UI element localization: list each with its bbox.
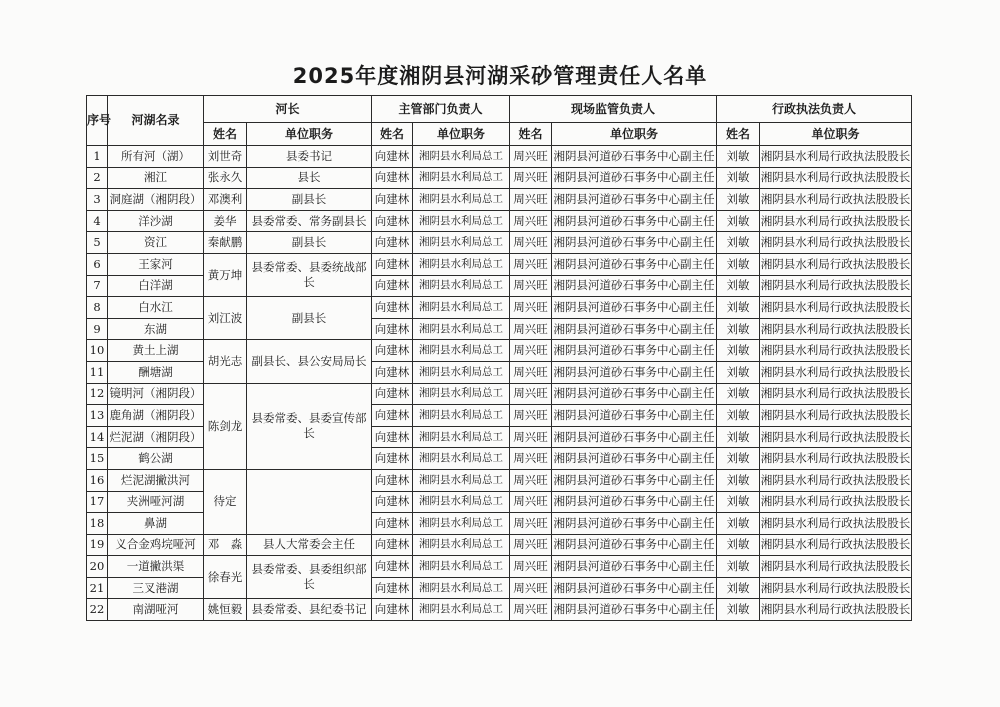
row-number: 11 <box>87 361 108 383</box>
chief-position: 县委常委、县委宣传部长 <box>247 383 372 469</box>
law-name: 刘敏 <box>717 448 760 470</box>
site-name: 周兴旺 <box>510 275 552 297</box>
river-name: 南湖哑河 <box>108 599 204 621</box>
row-number: 16 <box>87 469 108 491</box>
dept-position: 湘阴县水利局总工 <box>413 318 510 340</box>
site-position: 湘阴县河道砂石事务中心副主任 <box>552 556 717 578</box>
law-position: 湘阴县水利局行政执法股股长 <box>760 340 912 362</box>
law-position: 湘阴县水利局行政执法股股长 <box>760 448 912 470</box>
dept-name: 向建林 <box>372 361 413 383</box>
dept-position: 湘阴县水利局总工 <box>413 469 510 491</box>
site-position: 湘阴县河道砂石事务中心副主任 <box>552 534 717 556</box>
row-number: 22 <box>87 599 108 621</box>
site-name: 周兴旺 <box>510 405 552 427</box>
river-name: 夹洲哑河湖 <box>108 491 204 513</box>
dept-position: 湘阴县水利局总工 <box>413 340 510 362</box>
dept-name: 向建林 <box>372 556 413 578</box>
law-position: 湘阴县水利局行政执法股股长 <box>760 513 912 535</box>
dept-position: 湘阴县水利局总工 <box>413 146 510 168</box>
dept-position: 湘阴县水利局总工 <box>413 448 510 470</box>
chief-position: 县委常委、常务副县长 <box>247 210 372 232</box>
site-name: 周兴旺 <box>510 340 552 362</box>
dept-name: 向建林 <box>372 448 413 470</box>
chief-name: 胡光志 <box>204 340 247 383</box>
dept-name: 向建林 <box>372 210 413 232</box>
law-position: 湘阴县水利局行政执法股股长 <box>760 534 912 556</box>
site-name: 周兴旺 <box>510 361 552 383</box>
law-name: 刘敏 <box>717 383 760 405</box>
river-name: 鼻湖 <box>108 513 204 535</box>
dept-position: 湘阴县水利局总工 <box>413 556 510 578</box>
header-position: 单位职务 <box>552 123 717 146</box>
dept-name: 向建林 <box>372 469 413 491</box>
site-position: 湘阴县河道砂石事务中心副主任 <box>552 340 717 362</box>
dept-position: 湘阴县水利局总工 <box>413 534 510 556</box>
dept-name: 向建林 <box>372 167 413 189</box>
dept-position: 湘阴县水利局总工 <box>413 405 510 427</box>
site-position: 湘阴县河道砂石事务中心副主任 <box>552 513 717 535</box>
chief-position: 县长 <box>247 167 372 189</box>
chief-position: 副县长 <box>247 232 372 254</box>
row-number: 18 <box>87 513 108 535</box>
row-number: 5 <box>87 232 108 254</box>
law-name: 刘敏 <box>717 146 760 168</box>
chief-position: 副县长 <box>247 297 372 340</box>
law-name: 刘敏 <box>717 361 760 383</box>
river-name: 所有河（湖） <box>108 146 204 168</box>
site-name: 周兴旺 <box>510 318 552 340</box>
table-row <box>87 556 912 578</box>
chief-name: 姜华 <box>204 210 247 232</box>
dept-position: 湘阴县水利局总工 <box>413 361 510 383</box>
row-number: 15 <box>87 448 108 470</box>
law-position: 湘阴县水利局行政执法股股长 <box>760 426 912 448</box>
header-chief: 河长 <box>204 96 372 123</box>
chief-name: 邓 淼 <box>204 534 247 556</box>
chief-name: 陈剑龙 <box>204 383 247 469</box>
table-row <box>87 189 912 211</box>
row-number: 12 <box>87 383 108 405</box>
header-position: 单位职务 <box>413 123 510 146</box>
site-position: 湘阴县河道砂石事务中心副主任 <box>552 577 717 599</box>
header-name: 姓名 <box>372 123 413 146</box>
dept-name: 向建林 <box>372 383 413 405</box>
dept-name: 向建林 <box>372 577 413 599</box>
dept-position: 湘阴县水利局总工 <box>413 577 510 599</box>
chief-name: 邓澳利 <box>204 189 247 211</box>
row-number: 1 <box>87 146 108 168</box>
row-number: 8 <box>87 297 108 319</box>
site-position: 湘阴县河道砂石事务中心副主任 <box>552 210 717 232</box>
dept-position: 湘阴县水利局总工 <box>413 167 510 189</box>
dept-position: 湘阴县水利局总工 <box>413 189 510 211</box>
responsibility-table <box>86 95 912 621</box>
river-name: 三叉港湖 <box>108 577 204 599</box>
page-title: 2025年度湘阴县河湖采砂管理责任人名单 <box>292 64 708 88</box>
law-name: 刘敏 <box>717 210 760 232</box>
dept-position: 湘阴县水利局总工 <box>413 253 510 275</box>
table-row <box>87 340 912 362</box>
table-row <box>87 599 912 621</box>
row-number: 21 <box>87 577 108 599</box>
river-name: 湘江 <box>108 167 204 189</box>
dept-name: 向建林 <box>372 189 413 211</box>
law-position: 湘阴县水利局行政执法股股长 <box>760 383 912 405</box>
dept-name: 向建林 <box>372 318 413 340</box>
river-name: 鹤公湖 <box>108 448 204 470</box>
site-position: 湘阴县河道砂石事务中心副主任 <box>552 297 717 319</box>
header-law: 行政执法负责人 <box>717 96 912 123</box>
dept-name: 向建林 <box>372 426 413 448</box>
site-position: 湘阴县河道砂石事务中心副主任 <box>552 383 717 405</box>
chief-name: 徐春光 <box>204 556 247 599</box>
law-position: 湘阴县水利局行政执法股股长 <box>760 599 912 621</box>
dept-name: 向建林 <box>372 275 413 297</box>
law-name: 刘敏 <box>717 318 760 340</box>
chief-name: 姚恒毅 <box>204 599 247 621</box>
dept-position: 湘阴县水利局总工 <box>413 275 510 297</box>
header-name: 姓名 <box>717 123 760 146</box>
header-position: 单位职务 <box>247 123 372 146</box>
river-name: 烂泥湖撇洪河 <box>108 469 204 491</box>
law-position: 湘阴县水利局行政执法股股长 <box>760 361 912 383</box>
dept-position: 湘阴县水利局总工 <box>413 491 510 513</box>
site-position: 湘阴县河道砂石事务中心副主任 <box>552 426 717 448</box>
law-name: 刘敏 <box>717 469 760 491</box>
row-number: 20 <box>87 556 108 578</box>
table-row <box>87 210 912 232</box>
site-position: 湘阴县河道砂石事务中心副主任 <box>552 253 717 275</box>
law-name: 刘敏 <box>717 599 760 621</box>
row-number: 7 <box>87 275 108 297</box>
row-number: 3 <box>87 189 108 211</box>
row-number: 6 <box>87 253 108 275</box>
river-name: 酬塘湖 <box>108 361 204 383</box>
law-name: 刘敏 <box>717 253 760 275</box>
site-name: 周兴旺 <box>510 513 552 535</box>
header-name: 姓名 <box>204 123 247 146</box>
row-number: 13 <box>87 405 108 427</box>
table-row <box>87 167 912 189</box>
site-position: 湘阴县河道砂石事务中心副主任 <box>552 318 717 340</box>
dept-position: 湘阴县水利局总工 <box>413 383 510 405</box>
law-position: 湘阴县水利局行政执法股股长 <box>760 577 912 599</box>
site-name: 周兴旺 <box>510 491 552 513</box>
river-name: 烂泥湖（湘阴段） <box>108 426 204 448</box>
row-number: 19 <box>87 534 108 556</box>
law-position: 湘阴县水利局行政执法股股长 <box>760 167 912 189</box>
table-row <box>87 253 912 275</box>
chief-position: 县委常委、县委统战部长 <box>247 253 372 296</box>
chief-name: 刘世奇 <box>204 146 247 168</box>
law-name: 刘敏 <box>717 167 760 189</box>
dept-position: 湘阴县水利局总工 <box>413 513 510 535</box>
dept-position: 湘阴县水利局总工 <box>413 599 510 621</box>
dept-name: 向建林 <box>372 297 413 319</box>
river-name: 鹿角湖（湘阴段） <box>108 405 204 427</box>
chief-name: 刘江波 <box>204 297 247 340</box>
law-position: 湘阴县水利局行政执法股股长 <box>760 275 912 297</box>
site-name: 周兴旺 <box>510 189 552 211</box>
row-number: 17 <box>87 491 108 513</box>
river-name: 黄土上湖 <box>108 340 204 362</box>
table-row <box>87 469 912 491</box>
dept-position: 湘阴县水利局总工 <box>413 426 510 448</box>
site-position: 湘阴县河道砂石事务中心副主任 <box>552 275 717 297</box>
table-row <box>87 383 912 405</box>
site-position: 湘阴县河道砂石事务中心副主任 <box>552 167 717 189</box>
row-number: 9 <box>87 318 108 340</box>
river-name: 东湖 <box>108 318 204 340</box>
river-name: 义合金鸡垸哑河 <box>108 534 204 556</box>
site-position: 湘阴县河道砂石事务中心副主任 <box>552 448 717 470</box>
law-name: 刘敏 <box>717 405 760 427</box>
chief-name: 待定 <box>204 469 247 534</box>
site-position: 湘阴县河道砂石事务中心副主任 <box>552 232 717 254</box>
table-row <box>87 534 912 556</box>
law-name: 刘敏 <box>717 426 760 448</box>
law-position: 湘阴县水利局行政执法股股长 <box>760 491 912 513</box>
river-name: 洞庭湖（湘阴段） <box>108 189 204 211</box>
dept-name: 向建林 <box>372 534 413 556</box>
dept-name: 向建林 <box>372 491 413 513</box>
site-name: 周兴旺 <box>510 210 552 232</box>
header-site: 现场监管负责人 <box>510 96 717 123</box>
dept-name: 向建林 <box>372 599 413 621</box>
site-name: 周兴旺 <box>510 577 552 599</box>
row-number: 10 <box>87 340 108 362</box>
dept-name: 向建林 <box>372 513 413 535</box>
site-name: 周兴旺 <box>510 534 552 556</box>
site-name: 周兴旺 <box>510 469 552 491</box>
law-name: 刘敏 <box>717 189 760 211</box>
site-name: 周兴旺 <box>510 556 552 578</box>
chief-position: 县委常委、县委组织部长 <box>247 556 372 599</box>
law-name: 刘敏 <box>717 297 760 319</box>
site-position: 湘阴县河道砂石事务中心副主任 <box>552 599 717 621</box>
site-name: 周兴旺 <box>510 448 552 470</box>
dept-position: 湘阴县水利局总工 <box>413 232 510 254</box>
header-name: 姓名 <box>510 123 552 146</box>
site-position: 湘阴县河道砂石事务中心副主任 <box>552 469 717 491</box>
law-position: 湘阴县水利局行政执法股股长 <box>760 469 912 491</box>
river-name: 资江 <box>108 232 204 254</box>
chief-position: 县委常委、县纪委书记 <box>247 599 372 621</box>
law-name: 刘敏 <box>717 232 760 254</box>
site-name: 周兴旺 <box>510 383 552 405</box>
site-position: 湘阴县河道砂石事务中心副主任 <box>552 146 717 168</box>
river-name: 白水江 <box>108 297 204 319</box>
chief-name: 黄万坤 <box>204 253 247 296</box>
header-river: 河湖名录 <box>108 96 204 146</box>
table-row <box>87 146 912 168</box>
header-seq: 序号 <box>87 96 108 146</box>
site-position: 湘阴县河道砂石事务中心副主任 <box>552 491 717 513</box>
row-number: 14 <box>87 426 108 448</box>
site-name: 周兴旺 <box>510 599 552 621</box>
site-name: 周兴旺 <box>510 146 552 168</box>
law-position: 湘阴县水利局行政执法股股长 <box>760 210 912 232</box>
law-position: 湘阴县水利局行政执法股股长 <box>760 189 912 211</box>
dept-name: 向建林 <box>372 253 413 275</box>
river-name: 一道撇洪渠 <box>108 556 204 578</box>
site-position: 湘阴县河道砂石事务中心副主任 <box>552 405 717 427</box>
dept-name: 向建林 <box>372 340 413 362</box>
law-name: 刘敏 <box>717 275 760 297</box>
law-position: 湘阴县水利局行政执法股股长 <box>760 556 912 578</box>
site-name: 周兴旺 <box>510 297 552 319</box>
river-name: 王家河 <box>108 253 204 275</box>
dept-name: 向建林 <box>372 405 413 427</box>
header-position: 单位职务 <box>760 123 912 146</box>
site-name: 周兴旺 <box>510 253 552 275</box>
law-position: 湘阴县水利局行政执法股股长 <box>760 405 912 427</box>
law-name: 刘敏 <box>717 534 760 556</box>
row-number: 4 <box>87 210 108 232</box>
law-position: 湘阴县水利局行政执法股股长 <box>760 146 912 168</box>
law-name: 刘敏 <box>717 556 760 578</box>
site-name: 周兴旺 <box>510 426 552 448</box>
dept-position: 湘阴县水利局总工 <box>413 297 510 319</box>
law-position: 湘阴县水利局行政执法股股长 <box>760 318 912 340</box>
law-name: 刘敏 <box>717 577 760 599</box>
law-name: 刘敏 <box>717 491 760 513</box>
site-name: 周兴旺 <box>510 232 552 254</box>
dept-name: 向建林 <box>372 146 413 168</box>
law-position: 湘阴县水利局行政执法股股长 <box>760 297 912 319</box>
chief-name: 张永久 <box>204 167 247 189</box>
law-name: 刘敏 <box>717 340 760 362</box>
header-dept: 主管部门负责人 <box>372 96 510 123</box>
chief-position: 副县长 <box>247 189 372 211</box>
law-position: 湘阴县水利局行政执法股股长 <box>760 232 912 254</box>
dept-position: 湘阴县水利局总工 <box>413 210 510 232</box>
site-name: 周兴旺 <box>510 167 552 189</box>
river-name: 白洋湖 <box>108 275 204 297</box>
row-number: 2 <box>87 167 108 189</box>
chief-name: 秦献鹏 <box>204 232 247 254</box>
dept-name: 向建林 <box>372 232 413 254</box>
chief-position: 县委书记 <box>247 146 372 168</box>
river-name: 镜明河（湘阴段） <box>108 383 204 405</box>
river-name: 洋沙湖 <box>108 210 204 232</box>
table-row <box>87 232 912 254</box>
chief-position: 县人大常委会主任 <box>247 534 372 556</box>
site-position: 湘阴县河道砂石事务中心副主任 <box>552 361 717 383</box>
law-name: 刘敏 <box>717 513 760 535</box>
chief-position: 副县长、县公安局局长 <box>247 340 372 383</box>
law-position: 湘阴县水利局行政执法股股长 <box>760 253 912 275</box>
chief-position <box>247 469 372 534</box>
table-row <box>87 297 912 319</box>
site-position: 湘阴县河道砂石事务中心副主任 <box>552 189 717 211</box>
